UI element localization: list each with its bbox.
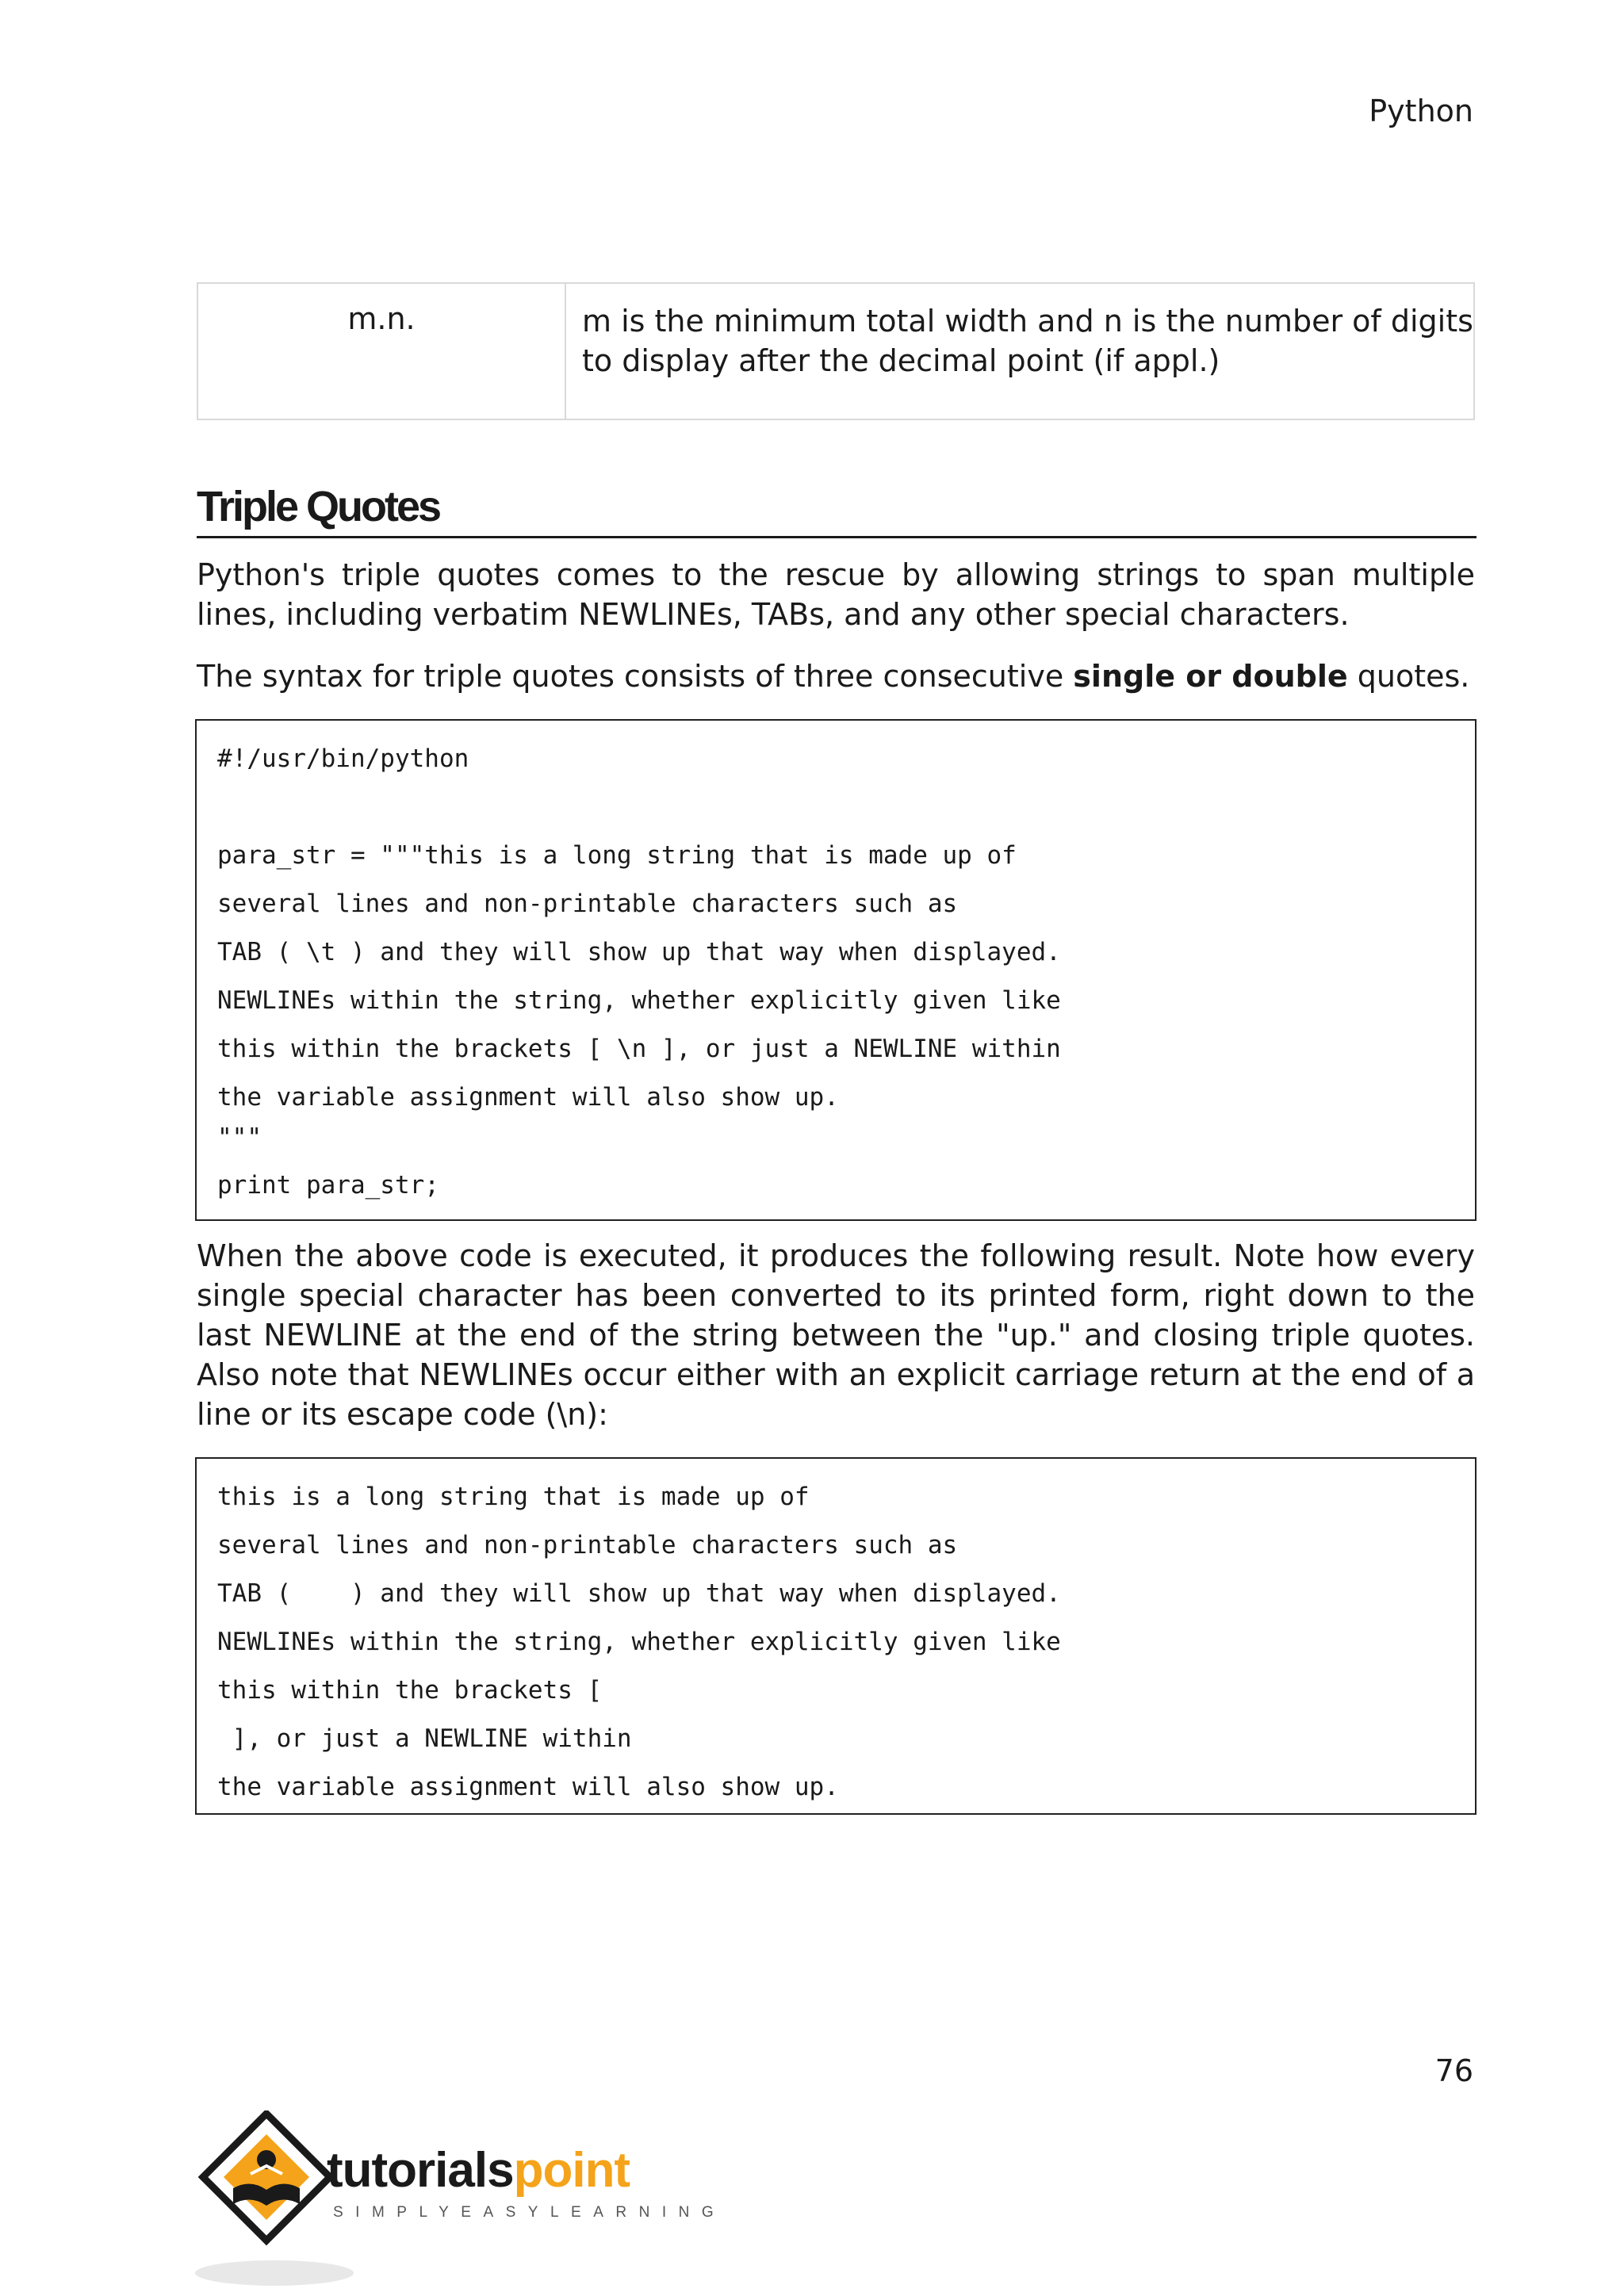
- code-line: TAB ( \t ) and they will show up that way when displayed.: [217, 938, 1061, 966]
- code-line: this within the brackets [ \n ], or just a NEWLINE within: [217, 1035, 1061, 1063]
- output-line: the variable assignment will also show up.: [217, 1773, 839, 1801]
- syntax-text-bold: single or double: [1073, 659, 1348, 694]
- running-header: Python: [1369, 94, 1473, 128]
- result-paragraph: When the above code is executed, it produces the following result. Note how every single special character has been converted to its printed form, right down to the last NEWLINE at the end of the string between the "up." and closing triple quotes. Also note that NEWLINEs occur either with an explicit carriage return at the end of a line or its escape code (\n):: [197, 1238, 1475, 1432]
- code-line: print para_str;: [217, 1171, 439, 1200]
- format-spec-table: [197, 282, 1475, 420]
- table-cell-description: m is the minimum total width and n is the number of digits to display after the decimal point (if appl.): [582, 304, 1473, 378]
- syntax-text-after: quotes.: [1347, 659, 1470, 694]
- output-line: this within the brackets [: [217, 1676, 603, 1705]
- output-line: NEWLINEs within the string, whether explicitly given like: [217, 1628, 1061, 1656]
- logo-tagline: SIMPLYEASYLEARNING: [333, 2204, 726, 2221]
- output-line: several lines and non-printable characters such as: [217, 1531, 958, 1559]
- logo-mark-icon: [195, 2110, 687, 2293]
- code-line: several lines and non-printable characters such as: [217, 890, 958, 918]
- intro-paragraph: Python's triple quotes comes to the rescue by allowing strings to span multiple lines, including verbatim NEWLINEs, TABs, and any other special characters.: [197, 557, 1475, 632]
- code-line: the variable assignment will also show up.: [217, 1083, 839, 1112]
- logo-word-tutorials: tutorials: [327, 2143, 514, 2198]
- tutorialspoint-logo: [195, 2110, 726, 2293]
- code-line: """: [217, 1123, 262, 1152]
- page-number: 76: [1434, 2053, 1473, 2088]
- logo-wordmark: [327, 2142, 630, 2198]
- output-line: ], or just a NEWLINE within: [217, 1724, 632, 1753]
- code-output-box: [195, 1457, 1477, 1815]
- code-line: para_str = """this is a long string that is made up of: [217, 841, 1017, 870]
- section-heading: Triple Quotes: [197, 482, 1477, 538]
- code-line: [217, 783, 1475, 832]
- code-example-box: [195, 719, 1477, 1221]
- code-line: #!/usr/bin/python: [217, 744, 469, 773]
- output-line: this is a long string that is made up of: [217, 1483, 810, 1511]
- syntax-paragraph: [197, 656, 1475, 696]
- output-line: TAB ( ) and they will show up that way when displayed.: [217, 1579, 1061, 1608]
- syntax-text-before: The syntax for triple quotes consists of three consecutive: [197, 659, 1074, 694]
- table-cell-symbol: m.n.: [198, 284, 566, 419]
- logo-word-point: point: [513, 2143, 630, 2198]
- code-line: NEWLINEs within the string, whether explicitly given like: [217, 986, 1061, 1015]
